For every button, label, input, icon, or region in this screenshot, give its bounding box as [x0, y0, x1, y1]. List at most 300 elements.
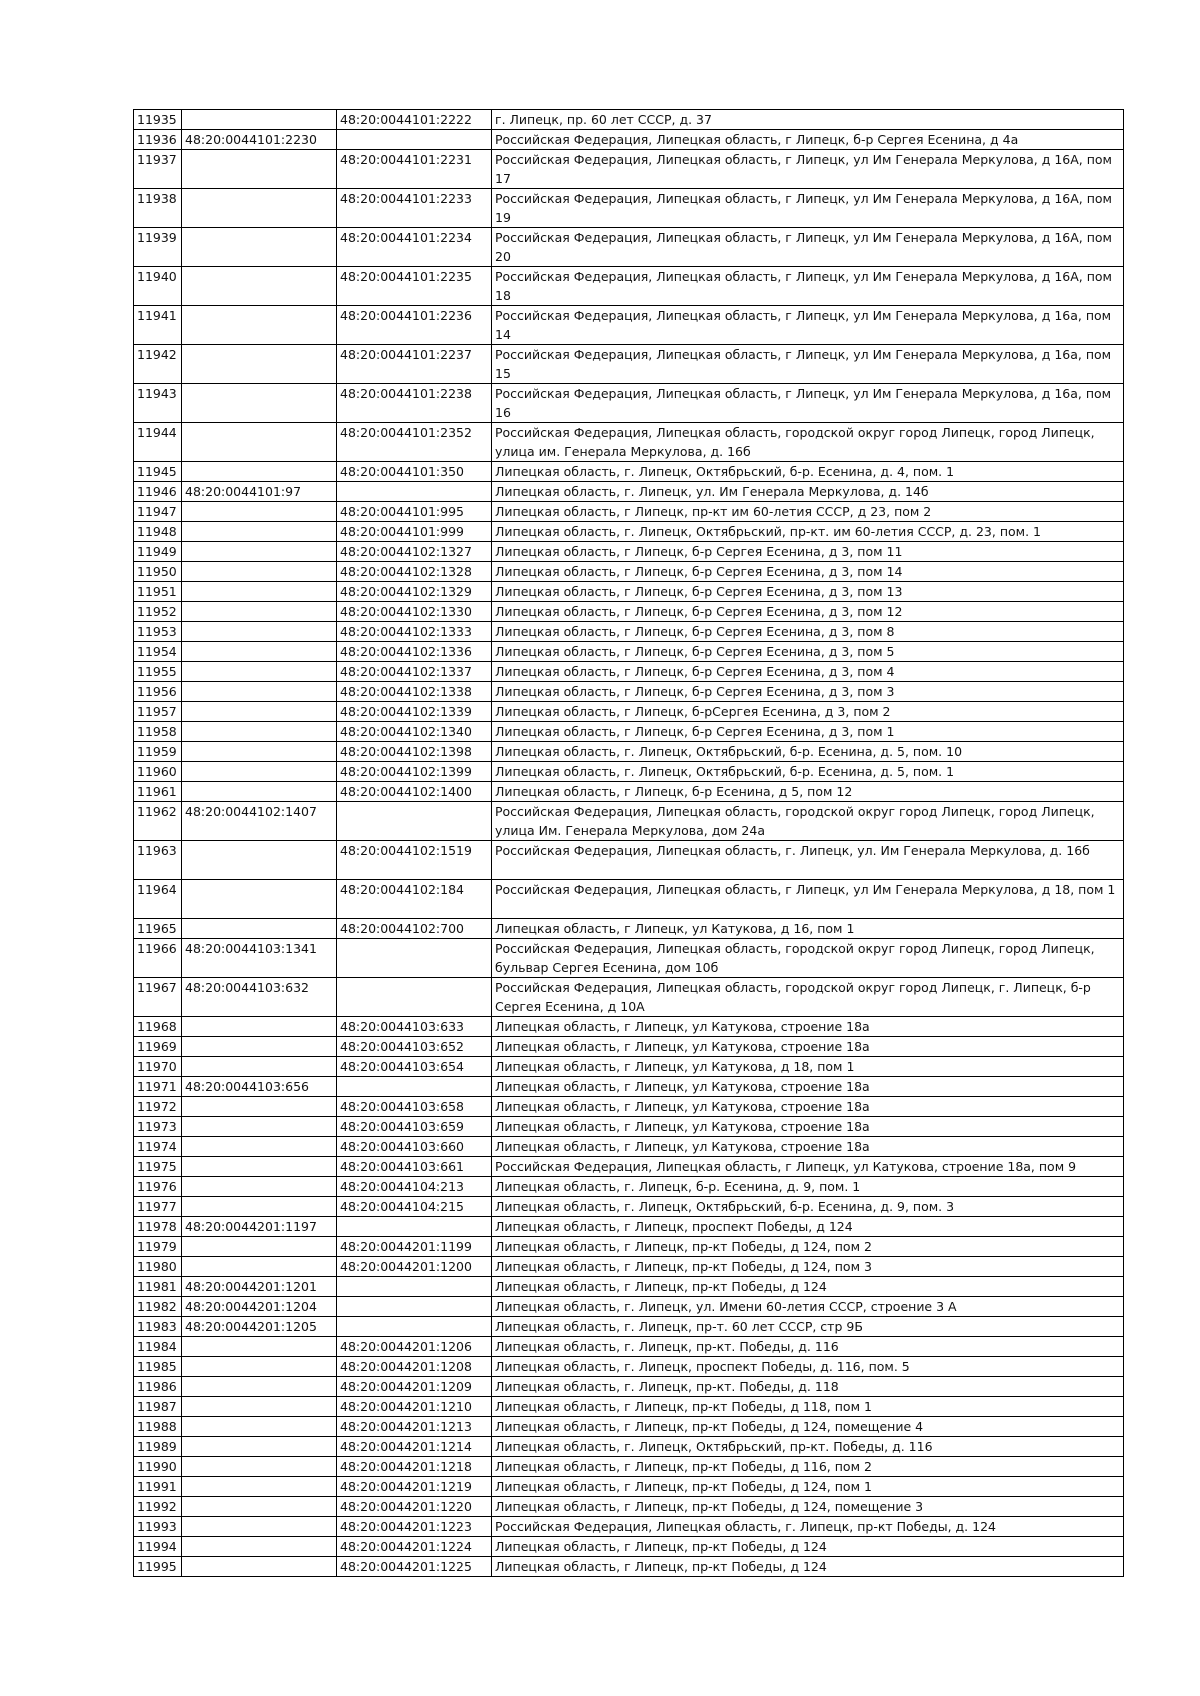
object-cadastral-number-cell: 48:20:0044102:1336	[337, 642, 492, 662]
table-row	[134, 602, 1124, 622]
object-cadastral-number-cell: 48:20:0044201:1218	[337, 1457, 492, 1477]
table-row	[134, 978, 1124, 1017]
land-cadastral-number-cell	[182, 622, 337, 642]
address-cell: Российская Федерация, Липецкая область, г Липецк, ул Им Генерала Меркулова, д 16а, пом 14	[492, 306, 1124, 345]
address-cell: Липецкая область, г Липецк, пр-кт Победы, д 118, пом 1	[492, 1397, 1124, 1417]
land-cadastral-number-cell	[182, 1237, 337, 1257]
address-cell: Липецкая область, г Липецк, б-р Сергея Есенина, д 3, пом 3	[492, 682, 1124, 702]
row-number-cell: 11964	[134, 880, 182, 919]
address-cell: Липецкая область, г. Липецк, Октябрьский, пр-кт. Победы, д. 116	[492, 1437, 1124, 1457]
land-cadastral-number-cell	[182, 1457, 337, 1477]
land-cadastral-number-cell	[182, 1437, 337, 1457]
row-number-cell: 11959	[134, 742, 182, 762]
land-cadastral-number-cell	[182, 423, 337, 462]
land-cadastral-number-cell	[182, 1557, 337, 1577]
land-cadastral-number-cell	[182, 1197, 337, 1217]
address-cell: Российская Федерация, Липецкая область, г Липецк, ул Им Генерала Меркулова, д 16А, пом 20	[492, 228, 1124, 267]
object-cadastral-number-cell	[337, 482, 492, 502]
land-cadastral-number-cell	[182, 1177, 337, 1197]
row-number-cell: 11965	[134, 919, 182, 939]
table-row	[134, 1117, 1124, 1137]
table-row	[134, 742, 1124, 762]
land-cadastral-number-cell	[182, 110, 337, 130]
address-cell: Липецкая область, г. Липецк, пр-кт. Победы, д. 118	[492, 1377, 1124, 1397]
row-number-cell: 11950	[134, 562, 182, 582]
object-cadastral-number-cell: 48:20:0044201:1224	[337, 1537, 492, 1557]
object-cadastral-number-cell: 48:20:0044101:350	[337, 462, 492, 482]
address-cell: Липецкая область, г Липецк, ул Катукова, строение 18а	[492, 1077, 1124, 1097]
table-row	[134, 1297, 1124, 1317]
object-cadastral-number-cell: 48:20:0044201:1219	[337, 1477, 492, 1497]
land-cadastral-number-cell	[182, 542, 337, 562]
land-cadastral-number-cell	[182, 1257, 337, 1277]
row-number-cell: 11994	[134, 1537, 182, 1557]
address-cell: Российская Федерация, Липецкая область, г Липецк, ул Им Генерала Меркулова, д 16а, пом 16	[492, 384, 1124, 423]
table-row	[134, 1517, 1124, 1537]
address-cell: Липецкая область, г. Липецк, пр-кт. Победы, д. 116	[492, 1337, 1124, 1357]
address-cell: Российская Федерация, Липецкая область, городской округ город Липецк, город Липецк, бульвар Сергея Есенина, дом 10б	[492, 939, 1124, 978]
land-cadastral-number-cell: 48:20:0044101:97	[182, 482, 337, 502]
object-cadastral-number-cell: 48:20:0044201:1200	[337, 1257, 492, 1277]
address-cell: Российская Федерация, Липецкая область, г. Липецк, ул. Им Генерала Меркулова, д. 16б	[492, 841, 1124, 880]
row-number-cell: 11974	[134, 1137, 182, 1157]
address-cell: Липецкая область, г. Липецк, Октябрьский, б-р. Есенина, д. 4, пом. 1	[492, 462, 1124, 482]
table-row	[134, 1357, 1124, 1377]
address-cell: Липецкая область, г Липецк, ул Катукова, строение 18а	[492, 1017, 1124, 1037]
table-row	[134, 1177, 1124, 1197]
address-cell: Липецкая область, г Липецк, б-р Сергея Есенина, д 3, пом 5	[492, 642, 1124, 662]
land-cadastral-number-cell	[182, 150, 337, 189]
land-cadastral-number-cell	[182, 1117, 337, 1137]
object-cadastral-number-cell: 48:20:0044201:1209	[337, 1377, 492, 1397]
address-cell: Липецкая область, г Липецк, б-р Есенина, д 5, пом 12	[492, 782, 1124, 802]
row-number-cell: 11968	[134, 1017, 182, 1037]
row-number-cell: 11955	[134, 662, 182, 682]
registry-table	[133, 109, 1124, 1577]
object-cadastral-number-cell	[337, 1317, 492, 1337]
object-cadastral-number-cell: 48:20:0044103:661	[337, 1157, 492, 1177]
object-cadastral-number-cell: 48:20:0044101:2238	[337, 384, 492, 423]
row-number-cell: 11935	[134, 110, 182, 130]
object-cadastral-number-cell: 48:20:0044101:2235	[337, 267, 492, 306]
land-cadastral-number-cell: 48:20:0044201:1204	[182, 1297, 337, 1317]
table-row	[134, 1037, 1124, 1057]
object-cadastral-number-cell: 48:20:0044102:1400	[337, 782, 492, 802]
table-row	[134, 702, 1124, 722]
row-number-cell: 11988	[134, 1417, 182, 1437]
object-cadastral-number-cell: 48:20:0044102:1333	[337, 622, 492, 642]
land-cadastral-number-cell: 48:20:0044101:2230	[182, 130, 337, 150]
row-number-cell: 11991	[134, 1477, 182, 1497]
land-cadastral-number-cell	[182, 1097, 337, 1117]
address-cell: Российская Федерация, Липецкая область, городской округ город Липецк, г. Липецк, б-р Сергея Есенина, д 10А	[492, 978, 1124, 1017]
address-cell: Липецкая область, г Липецк, б-р Сергея Есенина, д 3, пом 12	[492, 602, 1124, 622]
address-cell: Российская Федерация, Липецкая область, г Липецк, ул Им Генерала Меркулова, д 16А, пом 17	[492, 150, 1124, 189]
table-row	[134, 939, 1124, 978]
address-cell: Липецкая область, г Липецк, б-р Сергея Есенина, д 3, пом 1	[492, 722, 1124, 742]
address-cell: Липецкая область, г Липецк, пр-кт Победы, д 124, пом 3	[492, 1257, 1124, 1277]
object-cadastral-number-cell: 48:20:0044102:1328	[337, 562, 492, 582]
object-cadastral-number-cell: 48:20:0044201:1208	[337, 1357, 492, 1377]
row-number-cell: 11939	[134, 228, 182, 267]
row-number-cell: 11958	[134, 722, 182, 742]
row-number-cell: 11944	[134, 423, 182, 462]
registry-table-body	[134, 110, 1124, 1577]
row-number-cell: 11954	[134, 642, 182, 662]
row-number-cell: 11990	[134, 1457, 182, 1477]
address-cell: Липецкая область, г Липецк, пр-кт Победы, д 116, пом 2	[492, 1457, 1124, 1477]
table-row	[134, 150, 1124, 189]
table-row	[134, 1237, 1124, 1257]
table-row	[134, 384, 1124, 423]
land-cadastral-number-cell: 48:20:0044201:1205	[182, 1317, 337, 1337]
land-cadastral-number-cell	[182, 1397, 337, 1417]
land-cadastral-number-cell: 48:20:0044201:1201	[182, 1277, 337, 1297]
land-cadastral-number-cell	[182, 345, 337, 384]
table-row	[134, 642, 1124, 662]
land-cadastral-number-cell	[182, 682, 337, 702]
row-number-cell: 11987	[134, 1397, 182, 1417]
row-number-cell: 11970	[134, 1057, 182, 1077]
land-cadastral-number-cell	[182, 722, 337, 742]
land-cadastral-number-cell	[182, 1337, 337, 1357]
address-cell: Липецкая область, г Липецк, б-рСергея Есенина, д 3, пом 2	[492, 702, 1124, 722]
land-cadastral-number-cell: 48:20:0044103:632	[182, 978, 337, 1017]
table-row	[134, 1097, 1124, 1117]
row-number-cell: 11957	[134, 702, 182, 722]
table-row	[134, 919, 1124, 939]
object-cadastral-number-cell: 48:20:0044101:2233	[337, 189, 492, 228]
row-number-cell: 11960	[134, 762, 182, 782]
land-cadastral-number-cell	[182, 562, 337, 582]
table-row	[134, 1157, 1124, 1177]
address-cell: Липецкая область, г Липецк, пр-кт Победы, д 124, пом 2	[492, 1237, 1124, 1257]
table-row	[134, 189, 1124, 228]
object-cadastral-number-cell: 48:20:0044102:1339	[337, 702, 492, 722]
object-cadastral-number-cell: 48:20:0044201:1220	[337, 1497, 492, 1517]
land-cadastral-number-cell	[182, 762, 337, 782]
table-row	[134, 880, 1124, 919]
address-cell: Липецкая область, г Липецк, б-р Сергея Есенина, д 3, пом 14	[492, 562, 1124, 582]
object-cadastral-number-cell: 48:20:0044102:1398	[337, 742, 492, 762]
land-cadastral-number-cell	[182, 1477, 337, 1497]
address-cell: Липецкая область, г Липецк, б-р Сергея Есенина, д 3, пом 8	[492, 622, 1124, 642]
row-number-cell: 11938	[134, 189, 182, 228]
row-number-cell: 11977	[134, 1197, 182, 1217]
address-cell: Липецкая область, г Липецк, ул Катукова, д 16, пом 1	[492, 919, 1124, 939]
address-cell: Липецкая область, г Липецк, б-р Сергея Есенина, д 3, пом 4	[492, 662, 1124, 682]
table-row	[134, 1057, 1124, 1077]
row-number-cell: 11956	[134, 682, 182, 702]
table-row	[134, 482, 1124, 502]
address-cell: Липецкая область, г Липецк, б-р Сергея Есенина, д 3, пом 13	[492, 582, 1124, 602]
land-cadastral-number-cell	[182, 1357, 337, 1377]
land-cadastral-number-cell	[182, 502, 337, 522]
address-cell: Липецкая область, г Липецк, пр-кт им 60-летия СССР, д 23, пом 2	[492, 502, 1124, 522]
address-cell: Липецкая область, г Липецк, пр-кт Победы, д 124	[492, 1557, 1124, 1577]
table-row	[134, 762, 1124, 782]
address-cell: Липецкая область, г Липецк, пр-кт Победы, д 124	[492, 1277, 1124, 1297]
row-number-cell: 11951	[134, 582, 182, 602]
row-number-cell: 11985	[134, 1357, 182, 1377]
land-cadastral-number-cell	[182, 742, 337, 762]
row-number-cell: 11972	[134, 1097, 182, 1117]
table-row	[134, 582, 1124, 602]
row-number-cell: 11943	[134, 384, 182, 423]
address-cell: Российская Федерация, Липецкая область, городской округ город Липецк, город Липецк, улица им. Генерала Меркулова, д. 16б	[492, 423, 1124, 462]
address-cell: Липецкая область, г. Липецк, пр-т. 60 лет СССР, стр 9Б	[492, 1317, 1124, 1337]
land-cadastral-number-cell	[182, 782, 337, 802]
row-number-cell: 11966	[134, 939, 182, 978]
object-cadastral-number-cell: 48:20:0044104:213	[337, 1177, 492, 1197]
row-number-cell: 11949	[134, 542, 182, 562]
address-cell: Липецкая область, г. Липецк, Октябрьский, пр-кт. им 60-летия СССР, д. 23, пом. 1	[492, 522, 1124, 542]
address-cell: Липецкая область, г. Липецк, Октябрьский, б-р. Есенина, д. 9, пом. 3	[492, 1197, 1124, 1217]
table-row	[134, 130, 1124, 150]
row-number-cell: 11986	[134, 1377, 182, 1397]
land-cadastral-number-cell	[182, 919, 337, 939]
object-cadastral-number-cell: 48:20:0044101:2231	[337, 150, 492, 189]
land-cadastral-number-cell	[182, 1377, 337, 1397]
address-cell: Липецкая область, г Липецк, ул Катукова, д 18, пом 1	[492, 1057, 1124, 1077]
row-number-cell: 11967	[134, 978, 182, 1017]
address-cell: Липецкая область, г Липецк, ул Катукова, строение 18а	[492, 1137, 1124, 1157]
row-number-cell: 11946	[134, 482, 182, 502]
table-row	[134, 1477, 1124, 1497]
land-cadastral-number-cell	[182, 642, 337, 662]
object-cadastral-number-cell: 48:20:0044201:1213	[337, 1417, 492, 1437]
table-row	[134, 1337, 1124, 1357]
object-cadastral-number-cell	[337, 939, 492, 978]
object-cadastral-number-cell: 48:20:0044102:184	[337, 880, 492, 919]
table-row	[134, 462, 1124, 482]
land-cadastral-number-cell	[182, 1417, 337, 1437]
object-cadastral-number-cell: 48:20:0044201:1210	[337, 1397, 492, 1417]
table-row	[134, 802, 1124, 841]
land-cadastral-number-cell	[182, 1157, 337, 1177]
table-row	[134, 1437, 1124, 1457]
object-cadastral-number-cell: 48:20:0044104:215	[337, 1197, 492, 1217]
table-row	[134, 306, 1124, 345]
row-number-cell: 11983	[134, 1317, 182, 1337]
address-cell: Липецкая область, г. Липецк, ул. Им Генерала Меркулова, д. 14б	[492, 482, 1124, 502]
table-row	[134, 423, 1124, 462]
land-cadastral-number-cell	[182, 228, 337, 267]
object-cadastral-number-cell: 48:20:0044102:700	[337, 919, 492, 939]
table-row	[134, 345, 1124, 384]
object-cadastral-number-cell: 48:20:0044101:999	[337, 522, 492, 542]
table-row	[134, 622, 1124, 642]
land-cadastral-number-cell: 48:20:0044201:1197	[182, 1217, 337, 1237]
address-cell: Российская Федерация, Липецкая область, г. Липецк, пр-кт Победы, д. 124	[492, 1517, 1124, 1537]
table-row	[134, 502, 1124, 522]
object-cadastral-number-cell	[337, 130, 492, 150]
table-row	[134, 522, 1124, 542]
table-row	[134, 1277, 1124, 1297]
address-cell: Липецкая область, г Липецк, пр-кт Победы, д 124	[492, 1537, 1124, 1557]
address-cell: Российская Федерация, Липецкая область, г Липецк, ул Им Генерала Меркулова, д 16А, пом 18	[492, 267, 1124, 306]
table-row	[134, 662, 1124, 682]
address-cell: Липецкая область, г Липецк, ул Катукова, строение 18а	[492, 1097, 1124, 1117]
table-row	[134, 110, 1124, 130]
row-number-cell: 11981	[134, 1277, 182, 1297]
row-number-cell: 11952	[134, 602, 182, 622]
object-cadastral-number-cell: 48:20:0044103:633	[337, 1017, 492, 1037]
row-number-cell: 11945	[134, 462, 182, 482]
object-cadastral-number-cell: 48:20:0044101:2236	[337, 306, 492, 345]
row-number-cell: 11978	[134, 1217, 182, 1237]
land-cadastral-number-cell	[182, 1137, 337, 1157]
table-row	[134, 267, 1124, 306]
row-number-cell: 11953	[134, 622, 182, 642]
address-cell: Липецкая область, г Липецк, ул Катукова, строение 18а	[492, 1117, 1124, 1137]
row-number-cell: 11948	[134, 522, 182, 542]
row-number-cell: 11984	[134, 1337, 182, 1357]
object-cadastral-number-cell: 48:20:0044103:658	[337, 1097, 492, 1117]
row-number-cell: 11973	[134, 1117, 182, 1137]
table-row	[134, 1377, 1124, 1397]
object-cadastral-number-cell: 48:20:0044103:660	[337, 1137, 492, 1157]
row-number-cell: 11982	[134, 1297, 182, 1317]
object-cadastral-number-cell: 48:20:0044103:654	[337, 1057, 492, 1077]
land-cadastral-number-cell	[182, 522, 337, 542]
object-cadastral-number-cell: 48:20:0044102:1340	[337, 722, 492, 742]
land-cadastral-number-cell: 48:20:0044102:1407	[182, 802, 337, 841]
land-cadastral-number-cell	[182, 1517, 337, 1537]
row-number-cell: 11941	[134, 306, 182, 345]
table-row	[134, 1417, 1124, 1437]
land-cadastral-number-cell	[182, 384, 337, 423]
row-number-cell: 11980	[134, 1257, 182, 1277]
table-row	[134, 1537, 1124, 1557]
row-number-cell: 11942	[134, 345, 182, 384]
object-cadastral-number-cell	[337, 802, 492, 841]
address-cell: Российская Федерация, Липецкая область, г Липецк, ул Им Генерала Меркулова, д 18, пом 1	[492, 880, 1124, 919]
table-row	[134, 1557, 1124, 1577]
land-cadastral-number-cell	[182, 267, 337, 306]
object-cadastral-number-cell: 48:20:0044101:2237	[337, 345, 492, 384]
address-cell: Липецкая область, г Липецк, пр-кт Победы, д 124, помещение 4	[492, 1417, 1124, 1437]
address-cell: Липецкая область, г Липецк, б-р Сергея Есенина, д 3, пом 11	[492, 542, 1124, 562]
row-number-cell: 11979	[134, 1237, 182, 1257]
object-cadastral-number-cell	[337, 1217, 492, 1237]
row-number-cell: 11937	[134, 150, 182, 189]
table-row	[134, 1457, 1124, 1477]
table-row	[134, 1197, 1124, 1217]
address-cell: Липецкая область, г. Липецк, Октябрьский, б-р. Есенина, д. 5, пом. 1	[492, 762, 1124, 782]
row-number-cell: 11969	[134, 1037, 182, 1057]
object-cadastral-number-cell: 48:20:0044102:1327	[337, 542, 492, 562]
land-cadastral-number-cell	[182, 1057, 337, 1077]
land-cadastral-number-cell	[182, 1037, 337, 1057]
address-cell: Липецкая область, г. Липецк, Октябрьский, б-р. Есенина, д. 5, пом. 10	[492, 742, 1124, 762]
address-cell: Липецкая область, г Липецк, пр-кт Победы, д 124, пом 1	[492, 1477, 1124, 1497]
table-row	[134, 782, 1124, 802]
row-number-cell: 11976	[134, 1177, 182, 1197]
object-cadastral-number-cell	[337, 1277, 492, 1297]
object-cadastral-number-cell: 48:20:0044101:2222	[337, 110, 492, 130]
object-cadastral-number-cell: 48:20:0044201:1206	[337, 1337, 492, 1357]
object-cadastral-number-cell	[337, 978, 492, 1017]
row-number-cell: 11947	[134, 502, 182, 522]
object-cadastral-number-cell: 48:20:0044201:1199	[337, 1237, 492, 1257]
land-cadastral-number-cell	[182, 306, 337, 345]
row-number-cell: 11989	[134, 1437, 182, 1457]
address-cell: Липецкая область, г. Липецк, ул. Имени 60-летия СССР, строение 3 А	[492, 1297, 1124, 1317]
object-cadastral-number-cell: 48:20:0044201:1225	[337, 1557, 492, 1577]
object-cadastral-number-cell: 48:20:0044101:2234	[337, 228, 492, 267]
row-number-cell: 11993	[134, 1517, 182, 1537]
land-cadastral-number-cell	[182, 841, 337, 880]
address-cell: Российская Федерация, Липецкая область, городской округ город Липецк, город Липецк, улица Им. Генерала Меркулова, дом 24а	[492, 802, 1124, 841]
address-cell: Липецкая область, г Липецк, пр-кт Победы, д 124, помещение 3	[492, 1497, 1124, 1517]
table-row	[134, 1137, 1124, 1157]
row-number-cell: 11963	[134, 841, 182, 880]
table-row	[134, 682, 1124, 702]
address-cell: г. Липецк, пр. 60 лет СССР, д. 37	[492, 110, 1124, 130]
address-cell: Липецкая область, г Липецк, проспект Победы, д 124	[492, 1217, 1124, 1237]
object-cadastral-number-cell: 48:20:0044102:1399	[337, 762, 492, 782]
object-cadastral-number-cell: 48:20:0044102:1338	[337, 682, 492, 702]
table-row	[134, 1217, 1124, 1237]
object-cadastral-number-cell: 48:20:0044101:995	[337, 502, 492, 522]
row-number-cell: 11992	[134, 1497, 182, 1517]
object-cadastral-number-cell: 48:20:0044102:1329	[337, 582, 492, 602]
table-row	[134, 1397, 1124, 1417]
land-cadastral-number-cell	[182, 1537, 337, 1557]
row-number-cell: 11940	[134, 267, 182, 306]
land-cadastral-number-cell	[182, 189, 337, 228]
object-cadastral-number-cell	[337, 1077, 492, 1097]
table-row	[134, 228, 1124, 267]
row-number-cell: 11975	[134, 1157, 182, 1177]
land-cadastral-number-cell	[182, 662, 337, 682]
row-number-cell: 11961	[134, 782, 182, 802]
object-cadastral-number-cell	[337, 1297, 492, 1317]
land-cadastral-number-cell	[182, 462, 337, 482]
table-row	[134, 1497, 1124, 1517]
object-cadastral-number-cell: 48:20:0044101:2352	[337, 423, 492, 462]
address-cell: Липецкая область, г Липецк, ул Катукова, строение 18а	[492, 1037, 1124, 1057]
table-row	[134, 841, 1124, 880]
table-row	[134, 1077, 1124, 1097]
row-number-cell: 11936	[134, 130, 182, 150]
address-cell: Российская Федерация, Липецкая область, г Липецк, ул Им Генерала Меркулова, д 16а, пом 15	[492, 345, 1124, 384]
table-row	[134, 542, 1124, 562]
row-number-cell: 11971	[134, 1077, 182, 1097]
address-cell: Липецкая область, г. Липецк, б-р. Есенина, д. 9, пом. 1	[492, 1177, 1124, 1197]
object-cadastral-number-cell: 48:20:0044201:1214	[337, 1437, 492, 1457]
row-number-cell: 11962	[134, 802, 182, 841]
address-cell: Липецкая область, г. Липецк, проспект Победы, д. 116, пом. 5	[492, 1357, 1124, 1377]
table-row	[134, 1257, 1124, 1277]
table-row	[134, 722, 1124, 742]
table-row	[134, 1017, 1124, 1037]
object-cadastral-number-cell: 48:20:0044102:1519	[337, 841, 492, 880]
address-cell: Российская Федерация, Липецкая область, г Липецк, б-р Сергея Есенина, д 4а	[492, 130, 1124, 150]
land-cadastral-number-cell	[182, 1497, 337, 1517]
land-cadastral-number-cell	[182, 1017, 337, 1037]
address-cell: Российская Федерация, Липецкая область, г Липецк, ул Им Генерала Меркулова, д 16А, пом 19	[492, 189, 1124, 228]
table-row	[134, 562, 1124, 582]
land-cadastral-number-cell	[182, 582, 337, 602]
row-number-cell: 11995	[134, 1557, 182, 1577]
land-cadastral-number-cell: 48:20:0044103:1341	[182, 939, 337, 978]
object-cadastral-number-cell: 48:20:0044103:659	[337, 1117, 492, 1137]
land-cadastral-number-cell: 48:20:0044103:656	[182, 1077, 337, 1097]
object-cadastral-number-cell: 48:20:0044102:1330	[337, 602, 492, 622]
address-cell: Российская Федерация, Липецкая область, г Липецк, ул Катукова, строение 18а, пом 9	[492, 1157, 1124, 1177]
